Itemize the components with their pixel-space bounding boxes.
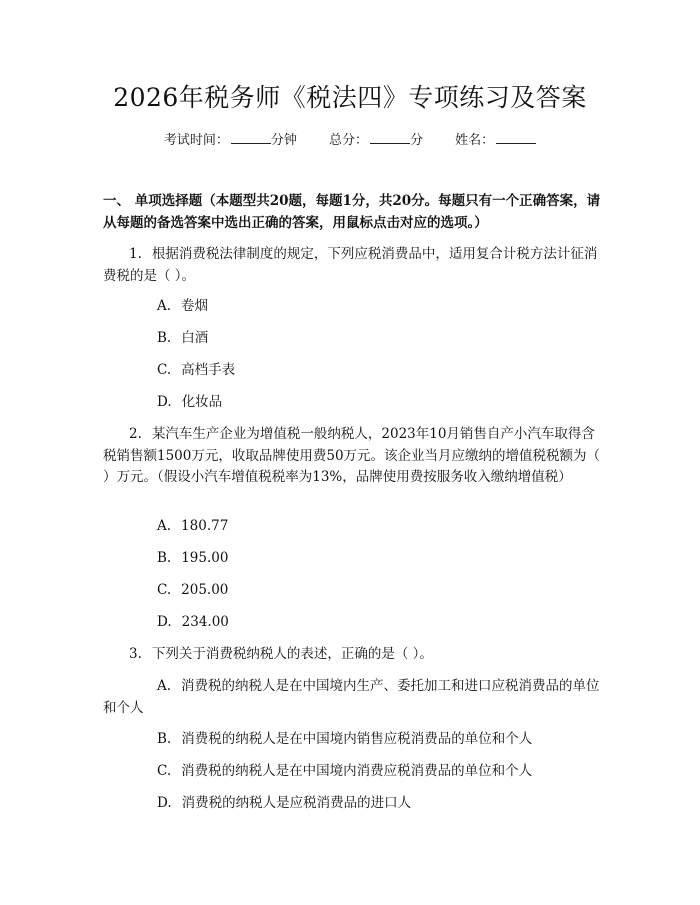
section-header: 一、 单项选择题（本题型共20题，每题1分，共20分。每题只有一个正确答案，请从每题的备选答案中选出正确的答案，用鼠标点击对应的选项。） <box>103 193 601 231</box>
page-title: 2026年税务师《税法四》专项练习及答案 <box>113 83 587 112</box>
option-3-d[interactable] <box>157 793 607 815</box>
exam-time <box>164 133 297 148</box>
option-2-d[interactable] <box>157 612 607 634</box>
option-letter: D. <box>157 614 172 630</box>
question-1 <box>103 244 603 287</box>
option-2-c[interactable] <box>157 580 607 602</box>
option-text: 化妆品 <box>181 394 223 410</box>
option-3-b[interactable] <box>157 729 607 751</box>
question-text: 下列关于消费税纳税人的表述，正确的是（ ）。 <box>151 646 433 662</box>
option-text: 高档手表 <box>181 362 236 378</box>
option-1-b[interactable] <box>157 328 607 350</box>
option-text: 消费税的纳税人是在中国境内消费应税消费品的单位和个人 <box>181 763 533 779</box>
option-letter: C. <box>157 582 172 598</box>
option-1-a[interactable] <box>157 296 607 318</box>
option-2-a[interactable] <box>157 516 607 538</box>
option-text: 180.77 <box>181 518 229 534</box>
option-text: 195.00 <box>181 550 229 566</box>
option-text: 消费税的纳税人是在中国境内销售应税消费品的单位和个人 <box>181 731 533 747</box>
question-3 <box>103 644 603 666</box>
student-name-label: 姓名： <box>455 133 495 148</box>
total-score <box>329 133 423 148</box>
option-text: 白酒 <box>181 330 209 346</box>
total-score-unit: 分 <box>410 133 424 148</box>
question-2 <box>103 424 603 489</box>
option-text: 消费税的纳税人是应税消费品的进口人 <box>181 795 412 811</box>
question-text: 某汽车生产企业为增值税一般纳税人，2023年10月销售自产小汽车取得含税销售额1500万元，收取品牌使用费50万元。该企业当月应缴纳的增值税税额为（ ）万元。（假设小汽车增值税税率为13%，品牌使用费按服务收入缴纳增值税） <box>103 426 601 485</box>
question-number: 1. <box>129 246 142 262</box>
question-number: 2. <box>129 426 142 442</box>
total-score-label: 总分： <box>328 133 368 148</box>
option-letter: A. <box>157 298 172 314</box>
student-name <box>455 133 536 148</box>
option-text: 消费税的纳税人是在中国境内生产、委托加工和进口应税消费品的单位和个人 <box>103 678 600 716</box>
option-text: 205.00 <box>181 582 229 598</box>
question-text: 根据消费税法律制度的规定，下列应税消费品中，适用复合计税方法计征消费税的是（ ）。 <box>103 246 598 284</box>
option-letter: B. <box>157 550 172 566</box>
option-letter: B. <box>157 731 172 747</box>
option-letter: D. <box>157 795 172 811</box>
option-letter: A. <box>157 518 172 534</box>
option-letter: D. <box>157 394 172 410</box>
exam-time-unit: 分钟 <box>270 133 297 148</box>
option-text: 234.00 <box>181 614 229 630</box>
option-letter: B. <box>157 330 172 346</box>
student-name-blank <box>496 131 536 144</box>
exam-time-label: 考试时间： <box>163 133 229 148</box>
option-3-c[interactable] <box>157 761 607 783</box>
option-1-d[interactable] <box>157 392 607 414</box>
option-2-b[interactable] <box>157 548 607 570</box>
option-letter: C. <box>157 763 172 779</box>
exam-info-line <box>0 131 700 150</box>
option-letter: A. <box>157 678 172 694</box>
option-3-a[interactable] <box>103 676 607 719</box>
question-number: 3. <box>129 646 142 662</box>
option-letter: C. <box>157 362 172 378</box>
option-text: 卷烟 <box>181 298 209 314</box>
total-score-blank <box>370 131 410 144</box>
option-1-c[interactable] <box>157 360 607 382</box>
exam-time-blank <box>231 131 271 144</box>
